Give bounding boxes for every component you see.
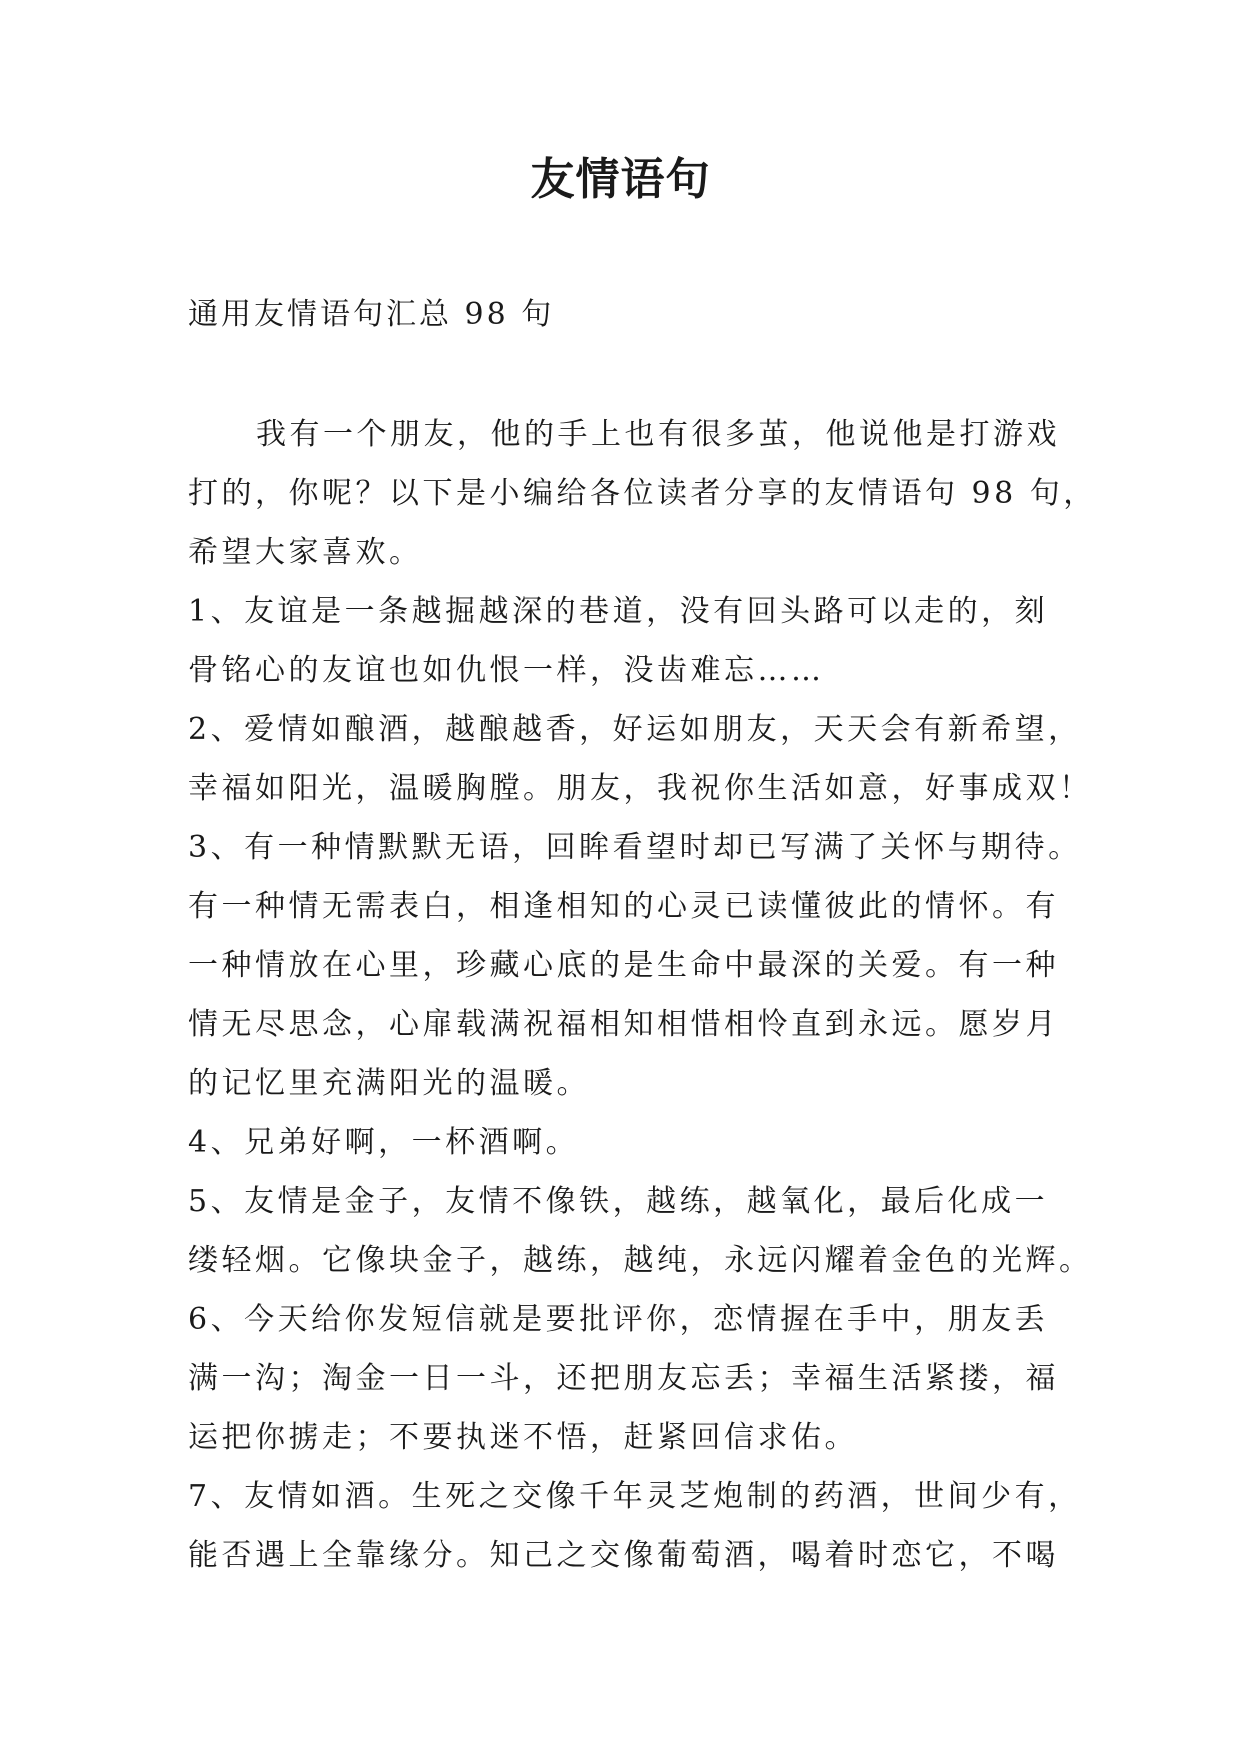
paragraph-line: 1、友谊是一条越掘越深的巷道，没有回头路可以走的，刻 xyxy=(188,594,1049,629)
paragraph-line: 我有一个朋友，他的手上也有很多茧，他说他是打游戏 xyxy=(256,417,1060,452)
paragraph-line: 打的，你呢？以下是小编给各位读者分享的友情语句 98 句， xyxy=(188,476,1097,511)
document-body xyxy=(188,405,1097,1585)
paragraph-line: 7、友情如酒。生死之交像千年灵芝炮制的药酒，世间少有， xyxy=(188,1479,1082,1514)
document-subtitle: 通用友情语句汇总 98 句 xyxy=(188,297,555,332)
paragraph-line: 满一沟；淘金一日一斗，还把朋友忘丢；幸福生活紧搂，福 xyxy=(188,1361,1059,1396)
document-title: 友情语句 xyxy=(530,154,711,205)
paragraph-line: 骨铭心的友谊也如仇恨一样，没齿难忘…… xyxy=(188,653,825,688)
paragraph-line: 能否遇上全靠缘分。知己之交像葡萄酒，喝着时恋它，不喝 xyxy=(188,1538,1059,1573)
paragraph-line: 2、爱情如酿酒，越酿越香，好运如朋友，天天会有新希望， xyxy=(188,712,1082,747)
paragraph-line: 的记忆里充满阳光的温暖。 xyxy=(188,1066,590,1101)
paragraph-line: 缕轻烟。它像块金子，越练，越纯，永远闪耀着金色的光辉。 xyxy=(188,1243,1093,1278)
paragraph-line: 运把你掳走；不要执迷不悟，赶紧回信求佑。 xyxy=(188,1420,858,1455)
paragraph-line: 希望大家喜欢。 xyxy=(188,535,423,570)
paragraph-line: 6、今天给你发短信就是要批评你，恋情握在手中，朋友丢 xyxy=(188,1302,1049,1337)
paragraph-line: 有一种情无需表白，相逢相知的心灵已读懂彼此的情怀。有 xyxy=(188,889,1059,924)
paragraph-line: 一种情放在心里，珍藏心底的是生命中最深的关爱。有一种 xyxy=(188,948,1059,983)
paragraph-line: 4、兄弟好啊，一杯酒啊。 xyxy=(188,1125,580,1160)
paragraph-line: 幸福如阳光，温暖胸膛。朋友，我祝你生活如意，好事成双！ xyxy=(188,771,1093,806)
paragraph-line: 3、有一种情默默无语，回眸看望时却已写满了关怀与期待。 xyxy=(188,830,1082,865)
paragraph-line: 情无尽思念，心扉载满祝福相知相惜相怜直到永远。愿岁月 xyxy=(188,1007,1059,1042)
paragraph-line: 5、友情是金子，友情不像铁，越练，越氧化，最后化成一 xyxy=(188,1184,1049,1219)
